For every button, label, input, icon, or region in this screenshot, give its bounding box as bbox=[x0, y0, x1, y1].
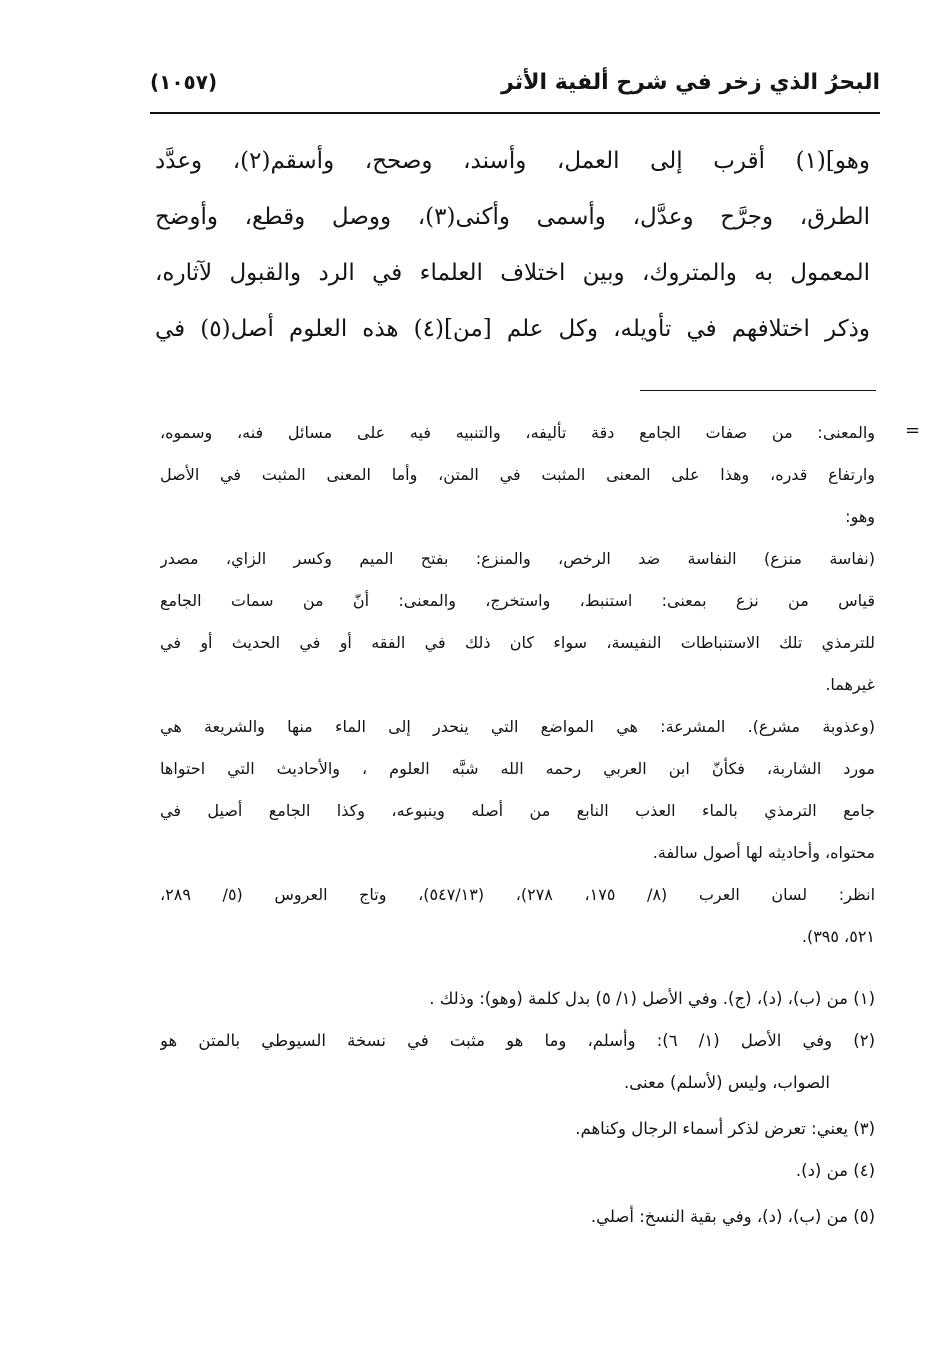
footnote-line: (١) من (ب)، (د)، (ج). وفي الأصل (١/ ٥) بدل كلمة (وهو): وذلك . bbox=[429, 989, 875, 1008]
note-paragraph bbox=[160, 874, 875, 958]
continuation-mark: = bbox=[905, 420, 921, 441]
note-line: (وعذوبة مشرع). المشرعة: هي المواضع التي ينحدر إلى الماء منها والشريعة هي bbox=[160, 717, 875, 736]
book-title: البحرُ الذي زخر في شرح ألفية الأثر bbox=[501, 70, 880, 95]
footnote-4 bbox=[160, 1150, 875, 1192]
footnote-separator bbox=[640, 390, 876, 391]
footnote-line: الصواب، وليس (لأسلم) معنى. bbox=[624, 1073, 830, 1092]
footnote-line: (٤) من (د). bbox=[795, 1161, 875, 1180]
note-paragraph bbox=[160, 538, 875, 706]
note-line: والمعنى: من صفات الجامع دقة تأليفه، والتنبيه فيه على مسائل فنه، وسموه، bbox=[160, 423, 875, 442]
footnote-3 bbox=[160, 1108, 875, 1150]
note-paragraph bbox=[160, 706, 875, 874]
footnote-line: (٢) وفي الأصل (١/ ٦): وأسلم، وما هو مثبت في نسخة السيوطي بالمتن هو bbox=[160, 1031, 875, 1050]
note-line: ٥٢١، ٣٩٥). bbox=[801, 927, 875, 946]
main-text-line: المعمول به والمتروك، وبين اختلاف العلماء في الرد والقبول لآثاره، bbox=[155, 260, 870, 286]
main-text-line: الطرق، وجرَّح وعدَّل، وأسمى وأكنى(٣)، ووصل وقطع، وأوضح bbox=[155, 204, 870, 230]
note-line: للترمذي تلك الاستنباطات النفيسة، سواء كان ذلك في الفقه أو في الحديث أو في bbox=[160, 633, 875, 652]
note-line: وارتفاع قدره، وهذا على المعنى المثبت في المتن، وأما المعنى المثبت في الأصل bbox=[160, 465, 875, 484]
page-header bbox=[150, 70, 880, 114]
main-text-line: وهو](١) أقرب إلى العمل، وأسند، وصحح، وأسقم(٢)، وعدَّد bbox=[155, 148, 870, 174]
footnote-2 bbox=[160, 1020, 875, 1104]
header-rule bbox=[150, 112, 880, 114]
footnote-1 bbox=[160, 978, 875, 1020]
main-text bbox=[155, 133, 870, 357]
note-line: انظر: لسان العرب (٨/ ١٧٥، ٢٧٨)، (٥٤٧/١٣)، وتاج العروس (٥/ ٢٨٩، bbox=[160, 885, 875, 904]
footnote-line: (٣) يعني: تعرض لذكر أسماء الرجال وكناهم. bbox=[575, 1119, 875, 1138]
note-line: محتواه، وأحاديثه لها أصول سالفة. bbox=[652, 843, 875, 862]
note-line: غيرهما. bbox=[825, 675, 875, 694]
page-number: (١٠٥٧) bbox=[150, 70, 218, 94]
note-paragraph bbox=[160, 412, 875, 538]
main-text-line: وذكر اختلافهم في تأويله، وكل علم [من](٤) هذه العلوم أصل(٥) في bbox=[155, 316, 870, 342]
note-line: جامع الترمذي بالماء العذب النابع من أصله وينبوعه، وكذا الجامع أصيل في bbox=[160, 801, 875, 820]
note-line: (نفاسة منزع) النفاسة ضد الرخص، والمنزع: بفتح الميم وكسر الزاي، مصدر bbox=[160, 549, 875, 568]
footnote-continuation bbox=[160, 412, 875, 958]
footnote-5 bbox=[160, 1196, 875, 1238]
footnote-line: (٥) من (ب)، (د)، وفي بقية النسخ: أصلي. bbox=[590, 1207, 875, 1226]
note-line: قياس من نزع بمعنى: استنبط، واستخرج، والمعنى: أنّ من سمات الجامع bbox=[160, 591, 875, 610]
note-line: وهو: bbox=[845, 507, 875, 526]
note-line: مورد الشاربة، فكأنّ ابن العربي رحمه الله شبَّه العلوم ، والأحاديث التي احتواها bbox=[160, 759, 875, 778]
